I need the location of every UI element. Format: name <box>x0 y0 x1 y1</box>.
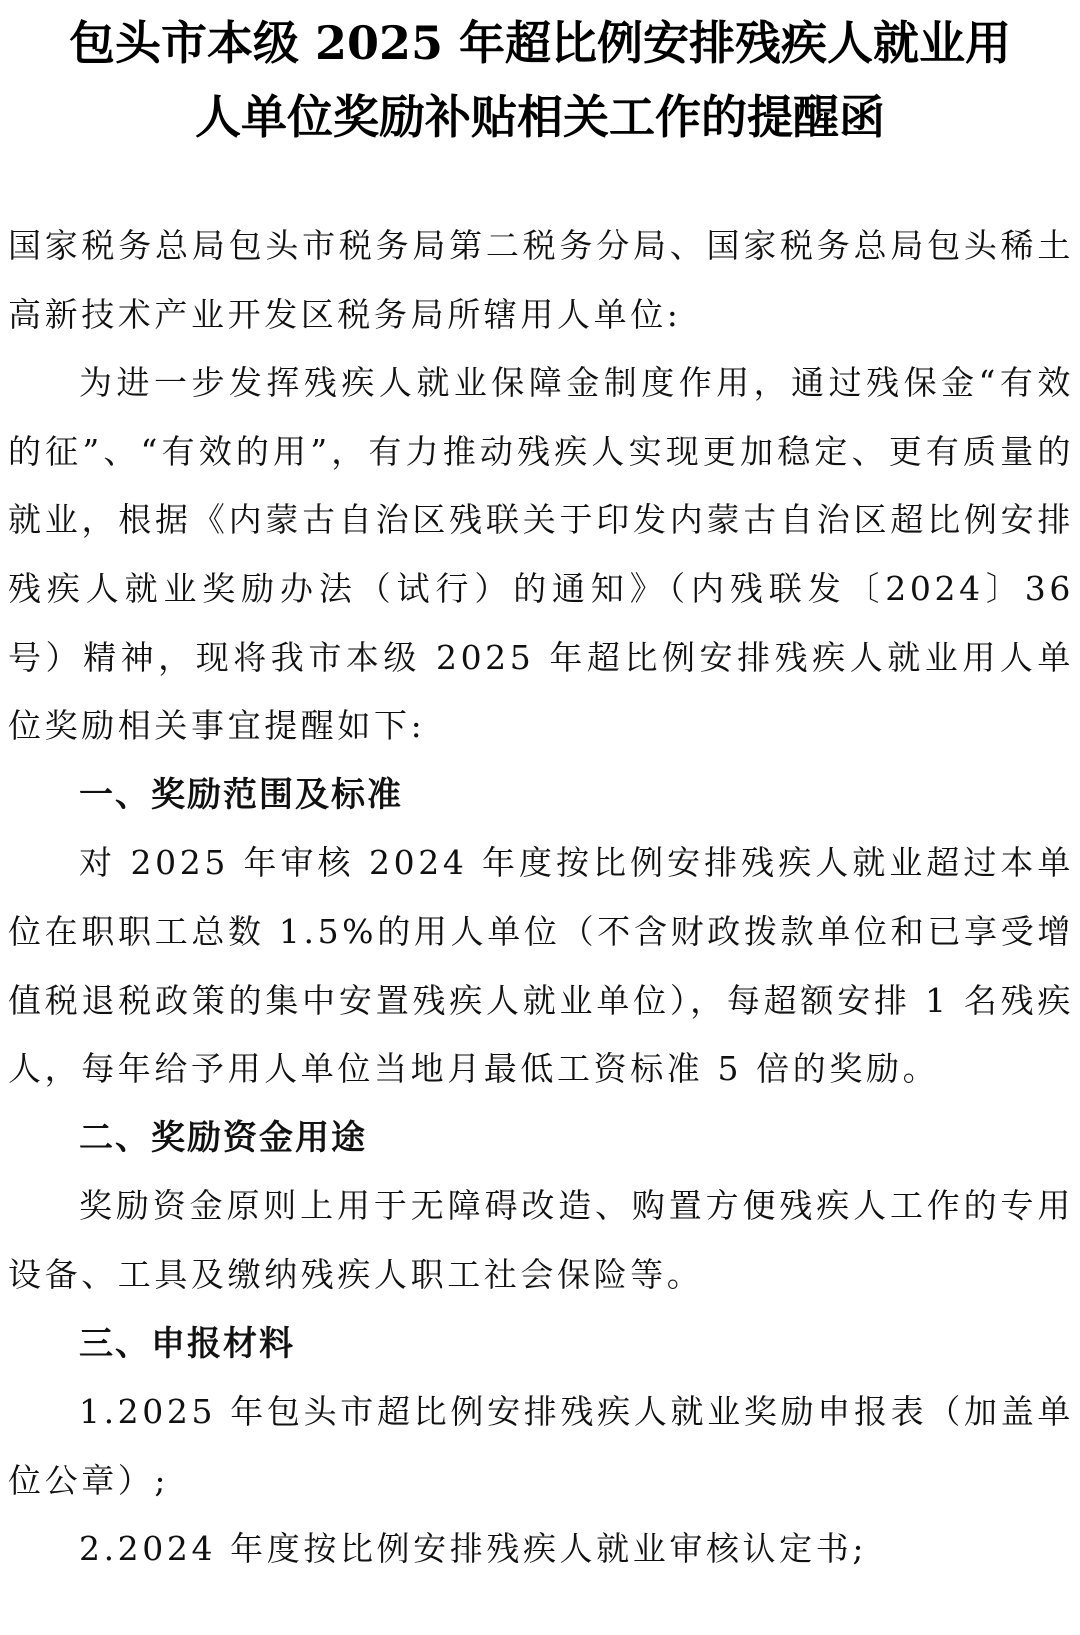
document-title <box>0 0 1080 154</box>
materials-item-1: 1.2025 年包头市超比例安排残疾人就业奖励申报表（加盖单位公章）; <box>8 1392 1074 1500</box>
materials-item-2: 2.2024 年度按比例安排残疾人就业审核认定书; <box>79 1529 868 1569</box>
section-paragraph-award-scope: 对 2025 年审核 2024 年度按比例安排残疾人就业超过本单位在职职工总数 1.5%的用人单位（不含财政拨款单位和已享受增值税退税政策的集中安置残疾人就业单位），每超额安排 1 名残疾人，每年给予用人单位当地月最低工资标准 5 倍的奖励。 <box>8 843 1074 1089</box>
section-paragraph-fund-usage: 奖励资金原则上用于无障碍改造、购置方便残疾人工作的专用设备、工具及缴纳残疾人职工社会保险等。 <box>8 1186 1074 1294</box>
section-heading-materials: 三、申报材料 <box>79 1323 295 1364</box>
document-body <box>8 212 1074 1584</box>
title-line-2: 人单位奖励补贴相关工作的提醒函 <box>195 90 885 144</box>
salutation: 国家税务总局包头市税务局第二税务分局、国家税务总局包头稀土高新技术产业开发区税务局所辖用人单位: <box>8 226 1074 334</box>
intro-paragraph: 为进一步发挥残疾人就业保障金制度作用，通过残保金“有效的征”、“有效的用”，有力推动残疾人实现更加稳定、更有质量的就业，根据《内蒙古自治区残联关于印发内蒙古自治区超比例安排残疾人就业奖励办法（试行）的通知》（内残联发〔2024〕36 号）精神，现将我市本级 2025 年超比例安排残疾人就业用人单位奖励相关事宜提醒如下: <box>8 363 1074 746</box>
section-heading-award-scope: 一、奖励范围及标准 <box>79 774 403 815</box>
section-heading-fund-usage: 二、奖励资金用途 <box>79 1117 367 1158</box>
title-line-1: 包头市本级 2025 年超比例安排残疾人就业用 <box>68 16 1012 70</box>
